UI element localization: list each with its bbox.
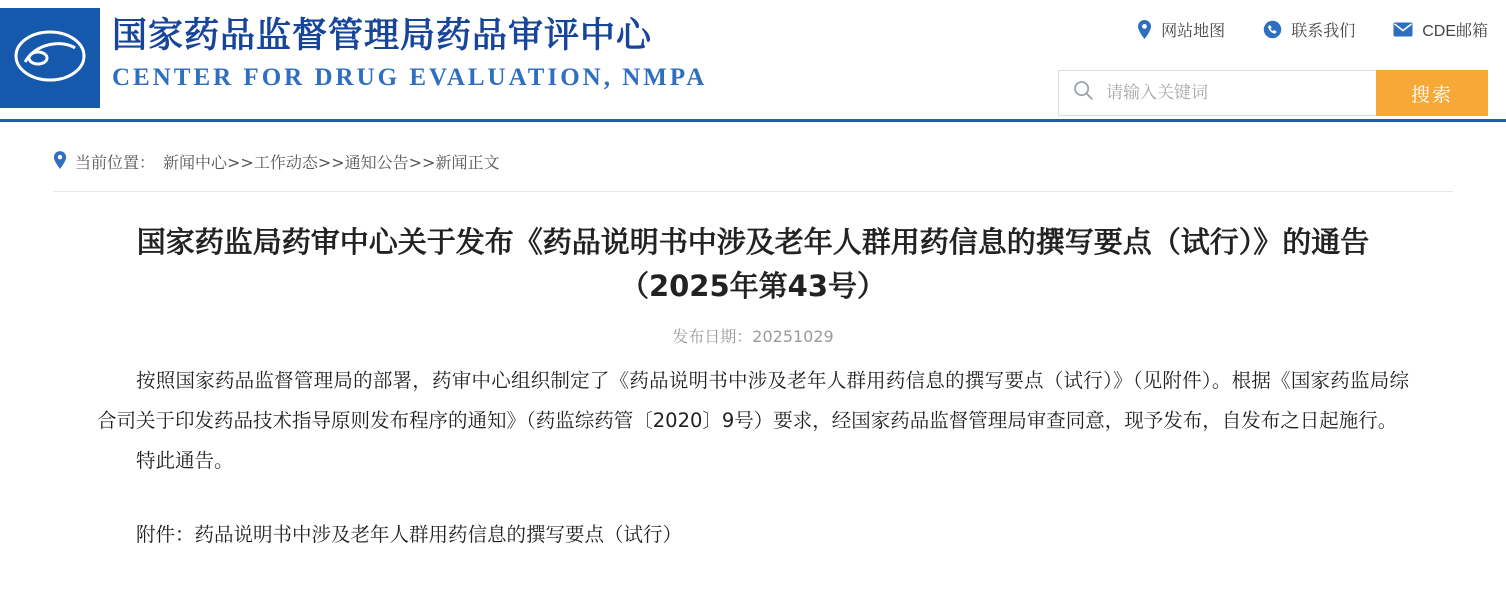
breadcrumb <box>53 122 1453 192</box>
location-pin-icon <box>53 151 67 173</box>
phone-icon <box>1263 20 1282 39</box>
attachment-link[interactable]: 附件：药品说明书中涉及老年人群用药信息的撰写要点（试行） <box>136 523 683 546</box>
article <box>53 192 1453 555</box>
page-title: 国家药监局药审中心关于发布《药品说明书中涉及老年人群用药信息的撰写要点（试行）》的通告（2025年第43号） <box>136 225 1370 303</box>
search-button[interactable]: 搜索 <box>1376 70 1488 116</box>
page-wrapper <box>53 122 1453 555</box>
header-link-mail[interactable] <box>1393 18 1488 41</box>
publish-date-value: 20251029 <box>752 327 834 346</box>
breadcrumb-path[interactable]: 新闻中心>>工作动态>>通知公告>>新闻正文 <box>163 153 500 172</box>
location-pin-icon <box>1137 20 1152 39</box>
publish-date <box>97 308 1409 361</box>
search-input-wrap[interactable] <box>1058 70 1376 116</box>
mail-icon <box>1393 22 1413 37</box>
header-link-label: 网站地图 <box>1161 23 1226 40</box>
header-link-contact[interactable] <box>1263 18 1355 41</box>
article-paragraph: 特此通告。 <box>136 449 234 472</box>
article-paragraph: 按照国家药品监督管理局的部署，药审中心组织制定了《药品说明书中涉及老年人群用药信息的撰写要点（试行）》（见附件）。根据《国家药监局综合司关于印发药品技术指导原则发布程序的通知》（药监综药管〔2020〕9号）要求，经国家药品监督管理局审查同意，现予发布，自发布之日起施行。 <box>97 369 1409 432</box>
site-logo[interactable] <box>0 8 100 108</box>
cde-emblem-icon <box>11 26 89 91</box>
search-input[interactable] <box>1094 82 1376 104</box>
header-links <box>1137 18 1488 41</box>
search-icon <box>1073 80 1094 106</box>
search-bar <box>1058 70 1488 116</box>
breadcrumb-label: 当前位置： <box>75 153 156 172</box>
site-title <box>112 12 707 96</box>
header-link-sitemap[interactable] <box>1137 18 1225 41</box>
header-link-label: 联系我们 <box>1291 23 1356 40</box>
article-body <box>97 361 1409 555</box>
header-link-label: CDE邮箱 <box>1422 23 1488 40</box>
publish-date-label: 发布日期： <box>672 327 753 346</box>
site-header <box>0 0 1506 122</box>
site-title-cn: 国家药品监督管理局药品审评中心 <box>112 16 653 56</box>
site-title-en: CENTER FOR DRUG EVALUATION, NMPA <box>112 64 708 91</box>
